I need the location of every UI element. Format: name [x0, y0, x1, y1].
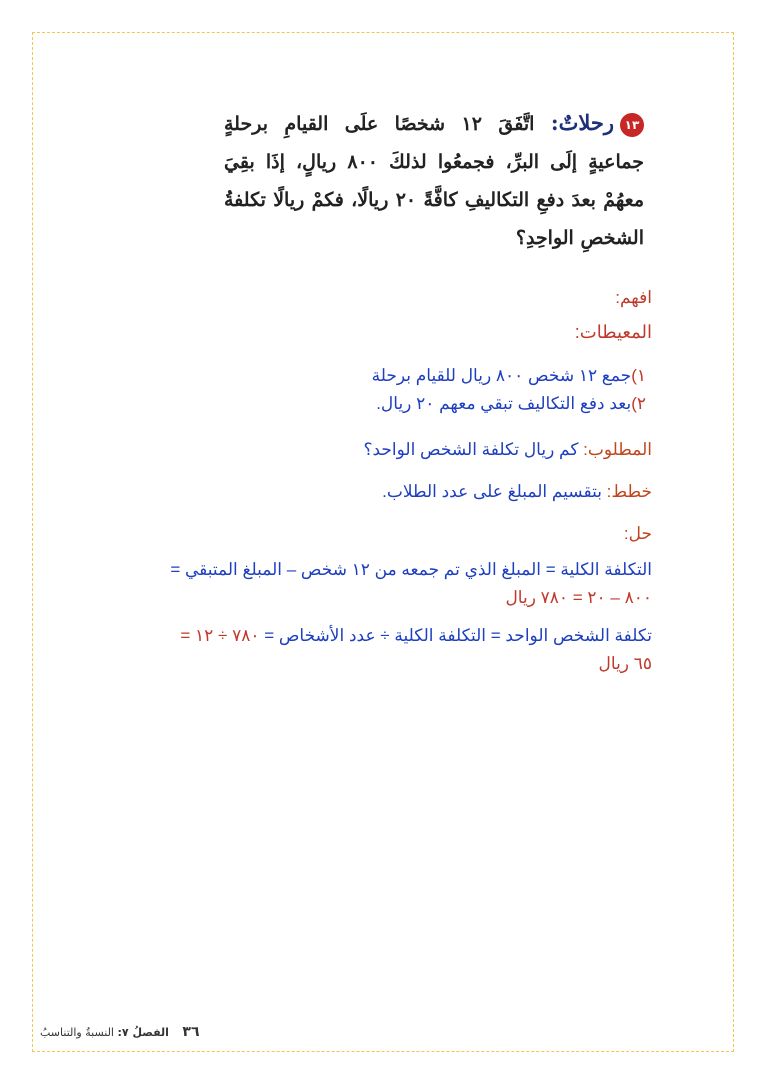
plan-label: خطط:	[606, 482, 652, 501]
equation-2	[180, 626, 652, 646]
plan-text: بتقسيم المبلغ على عدد الطلاب.	[382, 482, 602, 501]
given-item-1	[372, 366, 646, 386]
required-label: المطلوب:	[583, 440, 652, 459]
solve-label: حل:	[623, 524, 652, 543]
equation-1: التكلفة الكلية = المبلغ الذي تم جمعه من ١٢ شخص – المبلغ المتبقي =	[170, 560, 652, 579]
equation-1-result: ٨٠٠ – ٢٠ = ٧٨٠ ريال	[505, 588, 652, 607]
understand-label: افهم:	[615, 288, 652, 307]
question-number-badge: ١٣	[620, 113, 644, 137]
page-number: ٣٦	[182, 1024, 200, 1040]
page-footer	[40, 1024, 200, 1040]
problem-text: اتَّفَقَ ١٢ شخصًا علَى القيامِ برحلةٍ جماعيةٍ إلَى البرِّ، فجمعُوا لذلكَ ٨٠٠ ريالٍ، إذَا بقِيَ معهُمْ بعدَ دفعِ التكاليفِ كافَّةً ٢٠ ريالًا، فكمْ ريالًا تكلفةُ الشخصِ الواحِدِ؟	[224, 113, 644, 249]
chapter-title: النسبةُ والتناسبُ	[40, 1026, 114, 1039]
given-text-1: جمع ١٢ شخص ٨٠٠ ريال للقيام برحلة	[371, 366, 632, 385]
problem-statement	[224, 104, 644, 257]
problem-title: رحلاتٌ:	[550, 110, 614, 135]
given-text-2: بعد دفع التكاليف تبقي معهم ٢٠ ريال.	[376, 394, 632, 413]
required-text: كم ريال تكلفة الشخص الواحد؟	[363, 440, 579, 459]
equation-2-text: تكلفة الشخص الواحد = التكلفة الكلية ÷ عدد الأشخاص =	[264, 626, 652, 645]
givens-label: المعيطات:	[574, 322, 652, 342]
required-line	[363, 440, 652, 460]
given-item-2	[376, 394, 646, 414]
chapter-label: الفصلُ ٧:	[117, 1026, 169, 1039]
given-number-1: ١)	[631, 366, 646, 385]
equation-2-result: ٦٥ ريال	[598, 654, 652, 673]
plan-line	[382, 482, 652, 502]
given-number-2: ٢)	[631, 394, 646, 413]
equation-2-values: ٧٨٠ ÷ ١٢ =	[180, 626, 260, 645]
